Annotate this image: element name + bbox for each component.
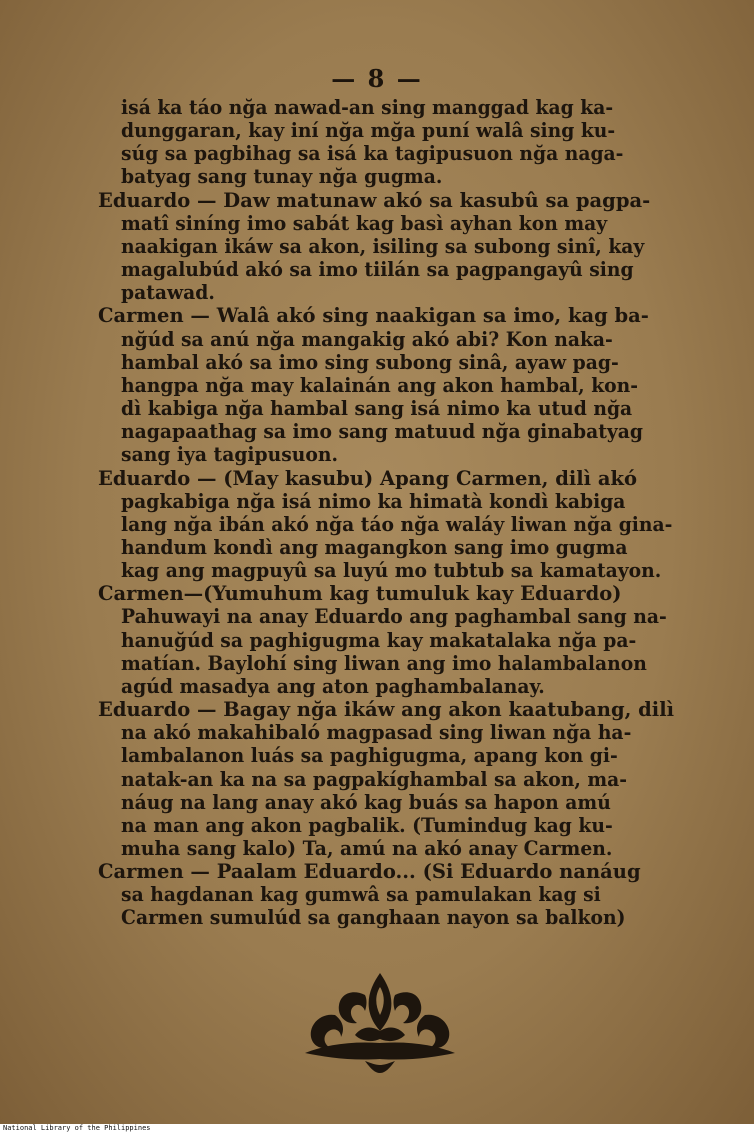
text-row <box>98 605 696 628</box>
text-row <box>98 304 696 327</box>
text-line: pagkabiga nğa isá nimo ka himatà kondì kabiga <box>121 489 626 513</box>
text-row <box>98 467 696 490</box>
text-row <box>98 281 696 304</box>
text-line: hangpa nğa may kalainán ang akon hambal, kon- <box>121 373 639 397</box>
text-line: Eduardo — Daw matunaw akó sa kasubû sa pagpa- <box>98 188 651 212</box>
text-line: naakigan ikáw sa akon, isiling sa subong sinî, kay <box>121 234 645 258</box>
text-line: hambal akó sa imo sing subong sinâ, ayaw pag- <box>121 350 619 374</box>
text-line: kag ang magpuyû sa luyú mo tubtub sa kamatayon. <box>121 559 662 583</box>
text-row <box>98 235 696 258</box>
text-row <box>98 652 696 675</box>
text-row <box>98 721 696 744</box>
text-row <box>98 629 696 652</box>
text-line: matían. Baylohí sing liwan ang imo halambalanon <box>121 651 647 675</box>
text-line: agúd masadya ang aton paghambalanay. <box>121 674 545 698</box>
text-row <box>98 142 696 165</box>
text-row <box>98 328 696 351</box>
text-line: na man ang akon pagbalik. (Tumindug kag ku- <box>121 813 613 837</box>
text-row <box>98 559 696 582</box>
text-line: Pahuwayi na anay Eduardo ang paghambal sang na- <box>121 605 667 629</box>
text-line: Carmen sumulúd sa ganghaan nayon sa balkon) <box>121 906 626 930</box>
text-line: patawad. <box>121 281 215 305</box>
play-text <box>98 96 696 930</box>
text-row <box>98 698 696 721</box>
text-row <box>98 814 696 837</box>
text-row <box>98 837 696 860</box>
text-row <box>98 165 696 188</box>
text-line: sa hagdanan kag gumwâ sa pamulakan kag si <box>121 883 601 907</box>
text-line: Carmen — Walâ akó sing naakigan sa imo, kag ba- <box>98 304 649 328</box>
text-line: na akó makahibaló magpasad sing liwan nğa ha- <box>121 721 632 745</box>
text-line: sang iya tagipusuon. <box>121 443 339 467</box>
text-line: Eduardo — Bagay nğa ikáw ang akon kaatubang, dilì <box>98 698 675 722</box>
text-row <box>98 791 696 814</box>
text-row <box>98 768 696 791</box>
text-row <box>98 189 696 212</box>
text-row <box>98 675 696 698</box>
text-line: muha sang kalo) Ta, amú na akó anay Carmen. <box>121 837 613 860</box>
text-row <box>98 883 696 906</box>
text-row <box>98 258 696 281</box>
text-line: dì kabiga nğa hambal sang isá nimo ka utud nğa <box>121 397 633 421</box>
text-row <box>98 906 696 929</box>
text-line: natak-an ka na sa pagpakíghambal sa akon, ma- <box>121 767 628 791</box>
text-line: magalubúd akó sa imo tiilán sa pagpangayû sing <box>121 258 634 282</box>
text-row <box>98 212 696 235</box>
text-row <box>98 119 696 142</box>
text-line: nagapaathag sa imo sang matuud nğa ginabatyag <box>121 420 644 444</box>
text-line: handum kondì ang magangkon sang imo gugma <box>121 535 628 559</box>
library-footer: National Library of the Philippines <box>3 1124 151 1132</box>
text-line: náug na lang anay akó kag buás sa hapon amú <box>121 790 611 814</box>
text-line: súg sa pagbihag sa isá ka tagipusuon nğa naga- <box>121 142 624 166</box>
text-row <box>98 96 696 119</box>
text-row <box>98 860 696 883</box>
text-line: Carmen — Paalam Eduardo... (Si Eduardo nanáug <box>98 860 641 884</box>
text-line: Carmen—(Yumuhum kag tumuluk kay Eduardo) <box>98 582 622 606</box>
text-line: Eduardo — (May kasubu) Apang Carmen, dilì akó <box>98 466 638 490</box>
text-row <box>98 420 696 443</box>
text-row <box>98 744 696 767</box>
text-line: nğúd sa anú nğa mangakig akó abi? Kon naka- <box>121 327 613 351</box>
text-line: lang nğa ibán akó nğa táo nğa waláy liwan nğa gina- <box>121 512 673 536</box>
text-row <box>98 490 696 513</box>
floral-tailpiece-icon <box>295 965 465 1075</box>
text-row <box>98 582 696 605</box>
text-line: lambalanon luás sa paghigugma, apang kon gi- <box>121 744 618 768</box>
text-row <box>98 397 696 420</box>
text-line: batyag sang tunay nğa gugma. <box>121 165 443 189</box>
text-line: isá ka táo nğa nawad-an sing manggad kag ka- <box>121 96 614 119</box>
text-row <box>98 536 696 559</box>
text-line: dunggaran, kay iní nğa mğa puní walâ sing ku- <box>121 119 616 143</box>
text-row <box>98 351 696 374</box>
text-row <box>98 513 696 536</box>
text-line: matî siníng imo sabát kag basì ayhan kon may <box>121 211 608 235</box>
text-row <box>98 374 696 397</box>
text-line: hanuğúd sa paghigugma kay makatalaka nğa pa- <box>121 628 637 652</box>
text-row <box>98 443 696 466</box>
page-number: — 8 — <box>331 64 423 93</box>
